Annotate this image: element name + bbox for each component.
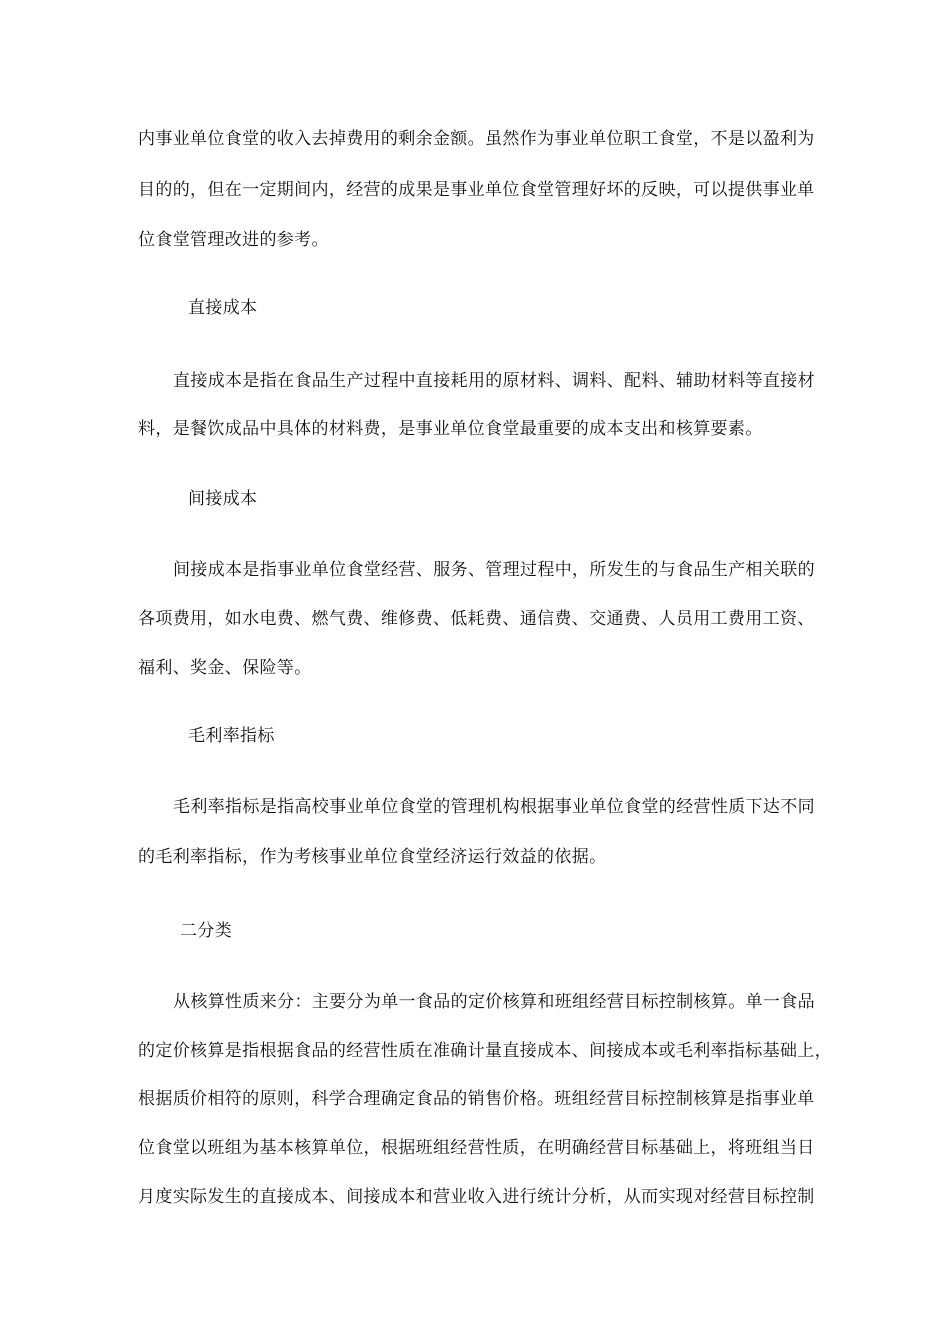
text-line: 目的的，但在一定期间内，经营的成果是事业单位食堂管理好坏的反映，可以提供事业单 <box>138 180 815 200</box>
text-line: 的毛利率指标，作为考核事业单位食堂经济运行效益的依据。 <box>138 847 607 867</box>
text-line: 位食堂管理改进的参考。 <box>138 230 329 250</box>
text-line: 间接成本是指事业单位食堂经营、服务、管理过程中，所发生的与食品生产相关联的 <box>173 560 815 580</box>
section-heading-gross-margin: 毛利率指标 <box>188 726 275 746</box>
text-line: 的定价核算是指根据食品的经营性质在准确计量直接成本、间接成本或毛利率指标基础上， <box>138 1041 832 1061</box>
text-line: 福利、奖金、保险等。 <box>138 658 312 678</box>
text-line: 毛利率指标是指高校事业单位食堂的管理机构根据事业单位食堂的经营性质下达不同 <box>173 797 815 817</box>
text-line: 月度实际发生的直接成本、间接成本和营业收入进行统计分析，从而实现对经营目标控制 <box>138 1187 815 1207</box>
text-line: 从核算性质来分：主要分为单一食品的定价核算和班组经营目标控制核算。单一食品 <box>173 992 815 1012</box>
text-line: 位食堂以班组为基本核算单位，根据班组经营性质，在明确经营目标基础上，将班组当日 <box>138 1138 815 1158</box>
section-heading-indirect-cost: 间接成本 <box>188 489 258 509</box>
text-line: 料，是餐饮成品中具体的材料费，是事业单位食堂最重要的成本支出和核算要素。 <box>138 419 763 439</box>
text-line: 根据质价相符的原则，科学合理确定食品的销售价格。班组经营目标控制核算是指事业单 <box>138 1089 815 1109</box>
section-heading-direct-cost: 直接成本 <box>188 298 258 318</box>
text-line: 直接成本是指在食品生产过程中直接耗用的原材料、调料、配料、辅助材料等直接材 <box>173 371 815 391</box>
text-line: 内事业单位食堂的收入去掉费用的剩余金额。虽然作为事业单位职工食堂，不是以盈利为 <box>138 129 815 149</box>
section-heading-classification: 二分类 <box>180 921 233 941</box>
text-line: 各项费用，如水电费、燃气费、维修费、低耗费、通信费、交通费、人员用工费用工资、 <box>138 609 815 629</box>
